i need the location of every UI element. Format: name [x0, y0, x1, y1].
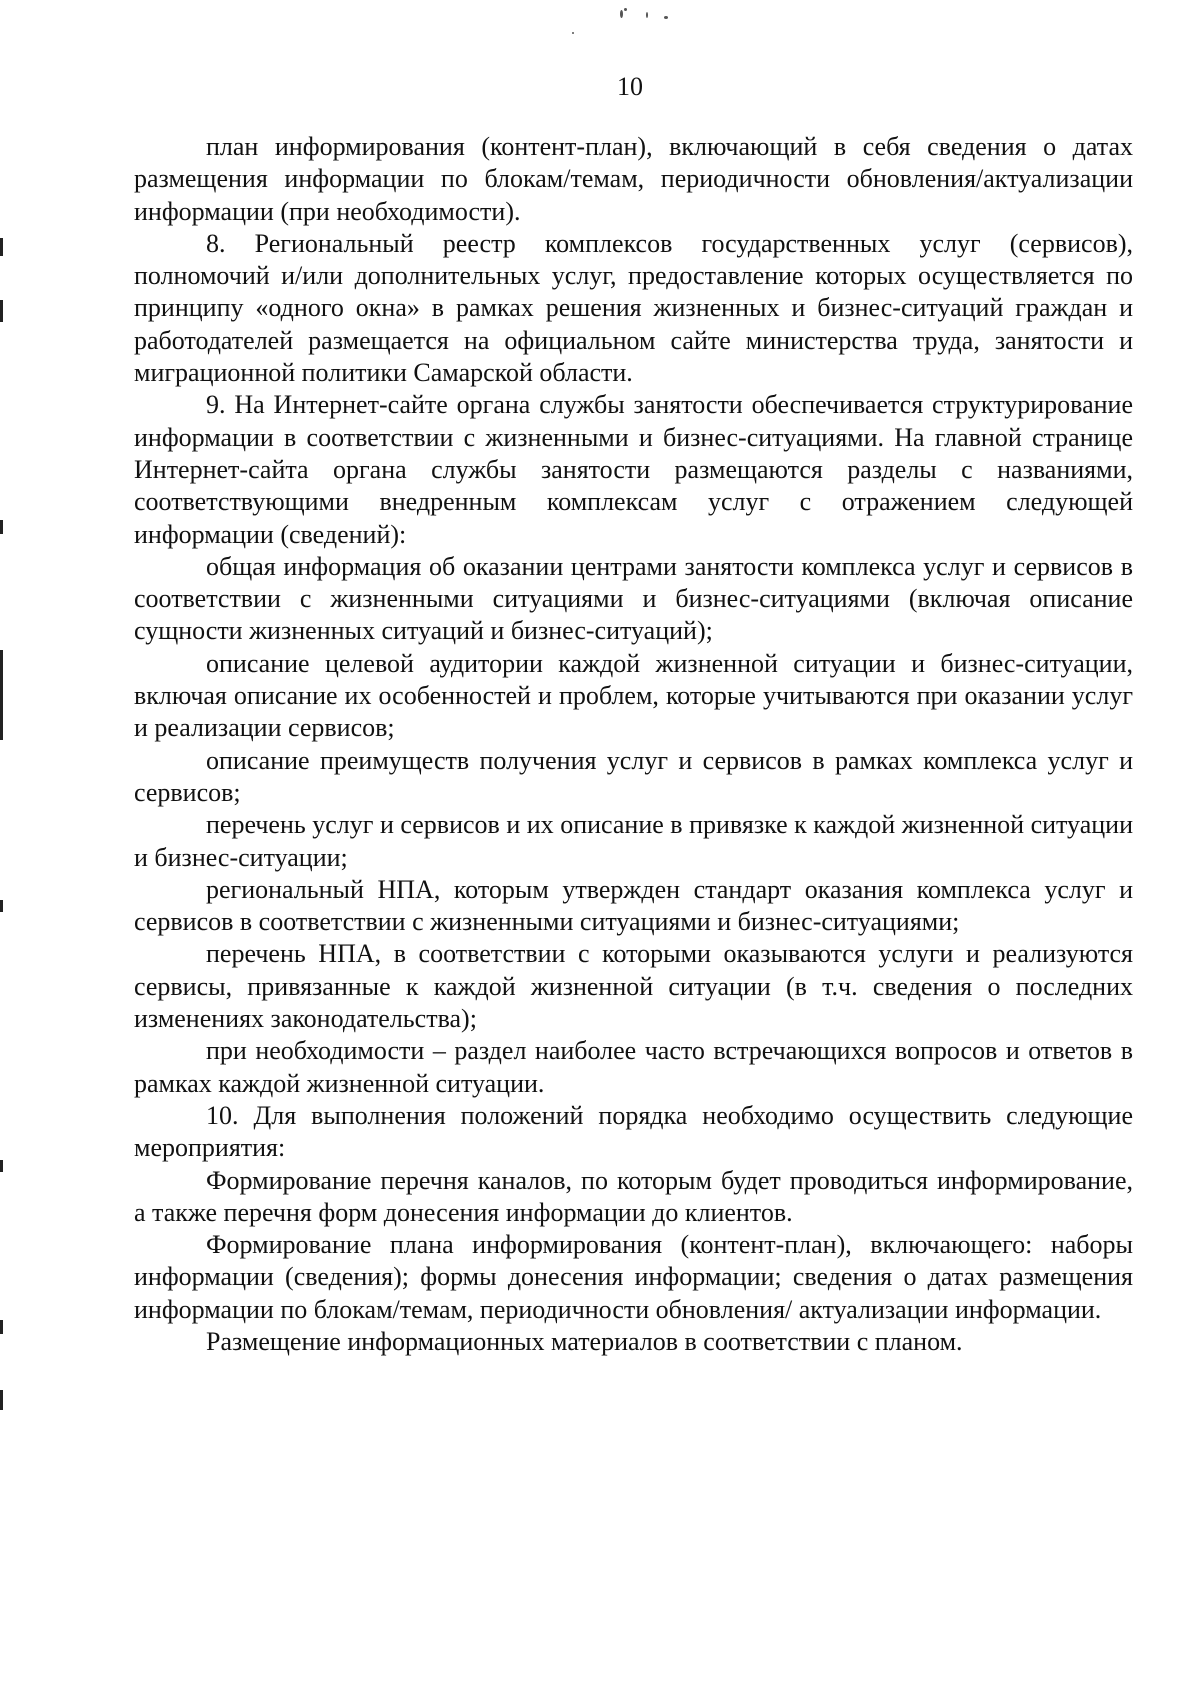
paragraph: Формирование плана информирования (контент-план), включающего: наборы информации (сведения); формы донесения информации; сведения о датах размещения информации по блокам/темам, периодичности обновления/ актуализации информации. [134, 1230, 1133, 1324]
paragraph: 8. Региональный реестр комплексов государственных услуг (сервисов), полномочий и/или дополнительных услуг, предоставление которых осуществляется по принципу «одного окна» в рамках решения жизненных и бизнес-ситуаций граждан и работодателей размещается на официальном сайте министерства труда, занятости и миграционной политики Самарской области. [134, 228, 1133, 388]
paragraph: 9. На Интернет-сайте органа службы занятости обеспечивается структурирование информации в соответствии с жизненными и бизнес-ситуациями. На главной странице Интернет-сайта органа службы занятости размещаются разделы с названиями, соответствующими внедренным комплексам услуг с отражением следующей информации (сведений): [134, 390, 1133, 549]
paragraph: региональный НПА, которым утвержден стандарт оказания комплекса услуг и сервисов в соответствии с жизненными ситуациями и бизнес-ситуациями; [134, 874, 1133, 937]
paragraph: план информирования (контент-план), включающий в себя сведения о датах размещения информации по блокам/темам, периодичности обновления/актуализации информации (при необходимости). [134, 132, 1133, 226]
document-body [134, 131, 1133, 1358]
paragraph: описание преимуществ получения услуг и сервисов в рамках комплекса услуг и сервисов; [134, 745, 1133, 807]
paragraph: Формирование перечня каналов, по которым будет проводиться информирование, а также перечня форм донесения информации до клиентов. [134, 1165, 1133, 1227]
paragraph: описание целевой аудитории каждой жизненной ситуации и бизнес-ситуации, включая описание их особенностей и проблем, которые учитываются при оказании услуг и реализации сервисов; [134, 648, 1133, 743]
paragraph: общая информация об оказании центрами занятости комплекса услуг и сервисов в соответствии с жизненными ситуациями и бизнес-ситуациями (включая описание сущности жизненных ситуаций и бизнес-ситуаций); [134, 551, 1133, 646]
page-number: 10 [617, 72, 643, 101]
scan-specks [620, 6, 700, 36]
paragraph: при необходимости – раздел наиболее часто встречающихся вопросов и ответов в рамках каждой жизненной ситуации. [134, 1036, 1133, 1098]
paragraph: перечень НПА, в соответствии с которыми оказываются услуги и реализуются сервисы, привязанные к каждой жизненной ситуации (в т.ч. сведения о последних изменениях законодательства); [134, 939, 1133, 1034]
paragraph: 10. Для выполнения положений порядка необходимо осуществить следующие мероприятия: [134, 1100, 1133, 1163]
paragraph: Размещение информационных материалов в соответствии с планом. [206, 1326, 963, 1356]
paragraph: перечень услуг и сервисов и их описание в привязке к каждой жизненной ситуации и бизнес-ситуации; [134, 810, 1133, 872]
scan-edge-marks [0, 0, 6, 1697]
